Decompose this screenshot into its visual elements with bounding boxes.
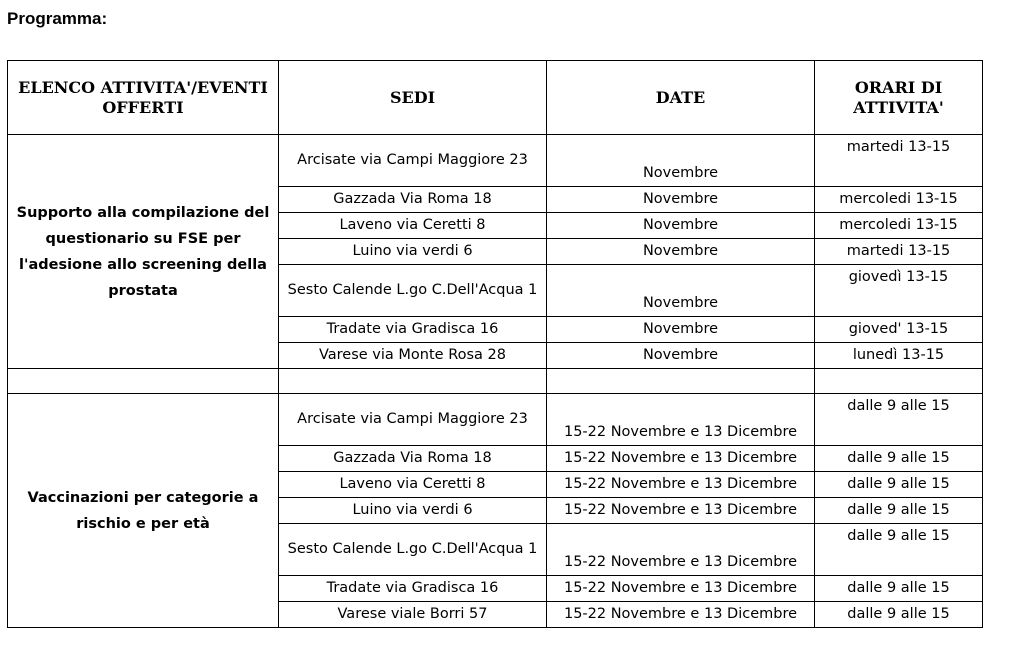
- empty-cell: [815, 369, 983, 394]
- table-header-row: [8, 61, 983, 135]
- orari-cell: lunedì 13-15: [815, 343, 983, 369]
- sede-cell: Arcisate via Campi Maggiore 23: [279, 394, 547, 446]
- empty-row: [8, 369, 983, 394]
- date-cell: Novembre: [547, 317, 815, 343]
- sede-cell: Laveno via Ceretti 8: [279, 472, 547, 498]
- empty-cell: [547, 369, 815, 394]
- table-row: [8, 394, 983, 446]
- orari-cell: mercoledi 13-15: [815, 213, 983, 239]
- date-cell: 15-22 Novembre e 13 Dicembre: [547, 394, 815, 446]
- empty-cell: [8, 369, 279, 394]
- date-cell: Novembre: [547, 265, 815, 317]
- orari-cell: dalle 9 alle 15: [815, 524, 983, 576]
- date-cell: 15-22 Novembre e 13 Dicembre: [547, 602, 815, 628]
- date-cell: 15-22 Novembre e 13 Dicembre: [547, 446, 815, 472]
- date-cell: Novembre: [547, 135, 815, 187]
- sede-cell: Sesto Calende L.go C.Dell'Acqua 1: [279, 265, 547, 317]
- date-cell: Novembre: [547, 239, 815, 265]
- date-cell: 15-22 Novembre e 13 Dicembre: [547, 576, 815, 602]
- empty-cell: [279, 369, 547, 394]
- column-header-activity: ELENCO ATTIVITA'/EVENTI OFFERTI: [8, 61, 279, 135]
- sede-cell: Gazzada Via Roma 18: [279, 187, 547, 213]
- activity-cell: Supporto alla compilazione del questionario su FSE per l'adesione allo screening della prostata: [8, 135, 279, 369]
- orari-cell: dalle 9 alle 15: [815, 394, 983, 446]
- date-cell: Novembre: [547, 343, 815, 369]
- date-cell: 15-22 Novembre e 13 Dicembre: [547, 498, 815, 524]
- orari-cell: dalle 9 alle 15: [815, 446, 983, 472]
- page-heading: Programma:: [7, 9, 108, 28]
- orari-cell: dalle 9 alle 15: [815, 602, 983, 628]
- activity-cell: Vaccinazioni per categorie a rischio e per età: [8, 394, 279, 628]
- sede-cell: Tradate via Gradisca 16: [279, 576, 547, 602]
- orari-cell: dalle 9 alle 15: [815, 576, 983, 602]
- sede-cell: Tradate via Gradisca 16: [279, 317, 547, 343]
- sede-cell: Varese viale Borri 57: [279, 602, 547, 628]
- sede-cell: Sesto Calende L.go C.Dell'Acqua 1: [279, 524, 547, 576]
- sede-cell: Varese via Monte Rosa 28: [279, 343, 547, 369]
- column-header-sedi: SEDI: [279, 61, 547, 135]
- orari-cell: martedi 13-15: [815, 239, 983, 265]
- program-table: [7, 60, 983, 628]
- date-cell: 15-22 Novembre e 13 Dicembre: [547, 472, 815, 498]
- sede-cell: Laveno via Ceretti 8: [279, 213, 547, 239]
- column-header-date: DATE: [547, 61, 815, 135]
- date-cell: Novembre: [547, 187, 815, 213]
- date-cell: 15-22 Novembre e 13 Dicembre: [547, 524, 815, 576]
- orari-cell: giovedì 13-15: [815, 265, 983, 317]
- sede-cell: Gazzada Via Roma 18: [279, 446, 547, 472]
- orari-cell: martedi 13-15: [815, 135, 983, 187]
- orari-cell: gioved' 13-15: [815, 317, 983, 343]
- table-row: [8, 135, 983, 187]
- orari-cell: dalle 9 alle 15: [815, 472, 983, 498]
- orari-cell: dalle 9 alle 15: [815, 498, 983, 524]
- sede-cell: Arcisate via Campi Maggiore 23: [279, 135, 547, 187]
- sede-cell: Luino via verdi 6: [279, 239, 547, 265]
- sede-cell: Luino via verdi 6: [279, 498, 547, 524]
- date-cell: Novembre: [547, 213, 815, 239]
- column-header-orari: ORARI DI ATTIVITA': [815, 61, 983, 135]
- orari-cell: mercoledi 13-15: [815, 187, 983, 213]
